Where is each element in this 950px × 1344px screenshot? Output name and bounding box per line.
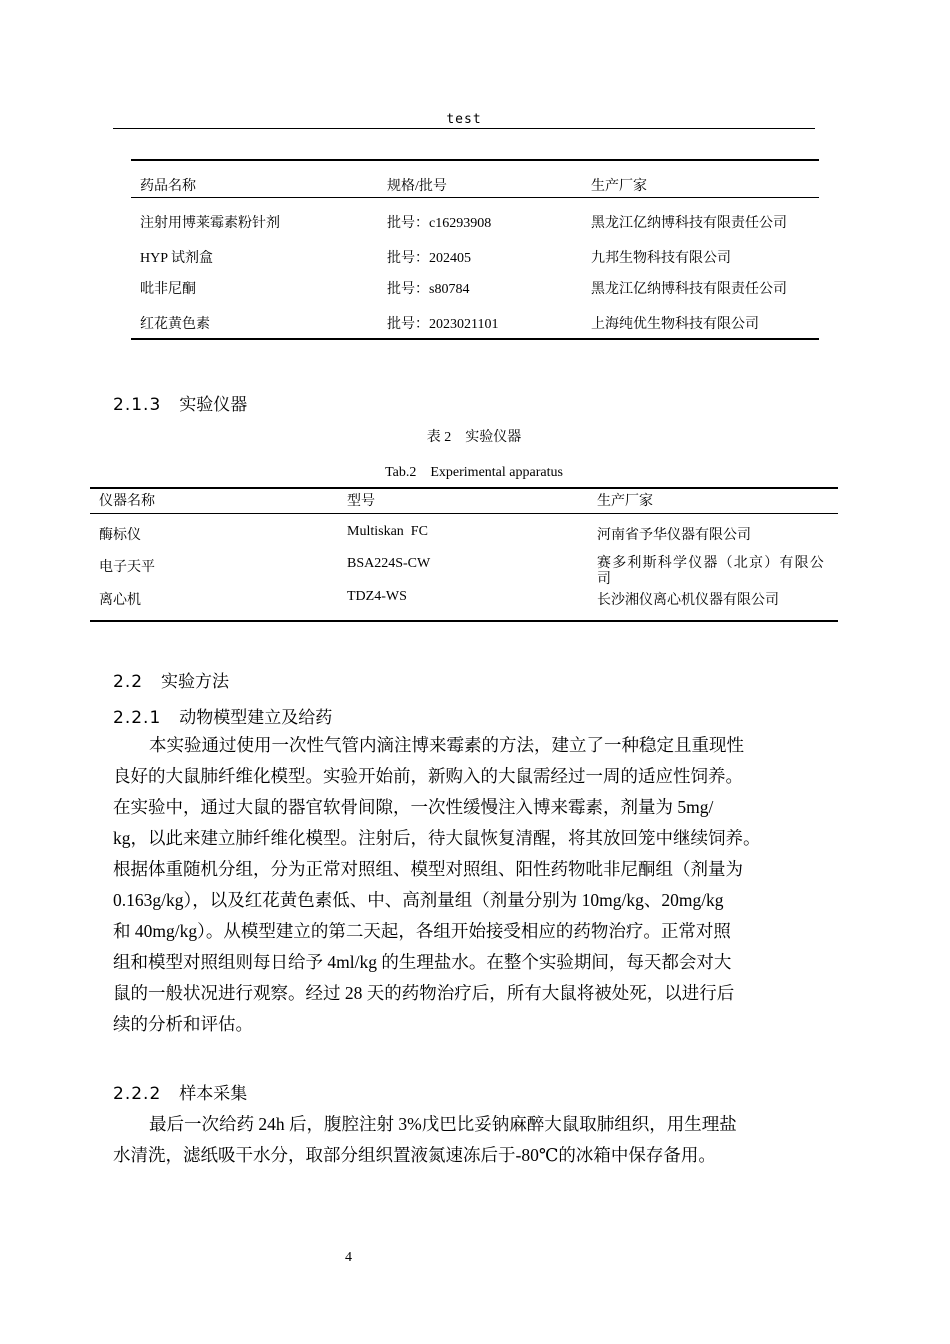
table-caption-cn: 表 2 实验仪器 [426,430,522,445]
table-cell: HYP 试剂盒 [140,251,213,266]
paragraph-line: 良好的大鼠肺纤维化模型。实验开始前，新购入的大鼠需经过一周的适应性饲养。 [113,766,743,786]
paragraph-line: 和 40mg/kg）。从模型建立的第二天起，各组开始接受相应的药物治疗。正常对照 [113,921,731,941]
table-cell: 河南省予华仪器有限公司 [597,528,751,543]
table-cell: 注射用博莱霉素粉针剂 [140,216,280,231]
section-title: 实验方法 [161,672,230,692]
table-cell: 赛多利斯科学仪器（北京）有限公司 [597,556,825,587]
section-number: 2.2.1 [113,708,162,728]
table-header-cell: 生产厂家 [597,494,653,509]
table-cell: 吡非尼酮 [140,282,196,297]
table-top-rule [90,487,838,489]
table-cell: 九邦生物科技有限公司 [591,251,731,266]
table-header-cell: 仪器名称 [99,494,155,509]
paragraph-line: 本实验通过使用一次性气管内滴注博来霉素的方法，建立了一种稳定且重现性 [149,735,744,755]
section-number: 2.2.2 [113,1084,162,1104]
paragraph-animal-model [113,730,825,1040]
table-header-cell: 生产厂家 [591,179,647,194]
table-cell: Multiskan FC [347,524,428,539]
table-cell: 上海纯优生物科技有限公司 [591,317,759,332]
header-rule [113,128,815,129]
table-cell: TDZ4-WS [347,589,407,604]
section-heading-2-1-3 [113,390,247,415]
section-heading-2-2-1 [113,703,332,728]
paragraph-line: kg，以此来建立肺纤维化模型。注射后，待大鼠恢复清醒，将其放回笼中继续饲养。 [113,828,761,848]
section-title: 动物模型建立及给药 [179,708,333,728]
table-cell: 批号：c16293908 [387,216,492,231]
table-top-rule [131,159,819,161]
table-cell: 黑龙江亿纳博科技有限责任公司 [591,216,787,231]
paragraph-line: 0.163g/kg），以及红花黄色素低、中、高剂量组（剂量分别为 10mg/kg、20mg/kg [113,890,724,910]
table-header-cell: 药品名称 [140,179,196,194]
table-header-cell: 规格/批号 [387,179,447,194]
page-number: 4 [345,1250,352,1265]
section-number: 2.2 [113,672,144,692]
table-cell: BSA224S-CW [347,556,431,571]
table-caption-en: Tab.2 Experimental apparatus [385,465,563,480]
table-bottom-rule [131,338,819,340]
table-header-rule [131,197,819,198]
table-header-rule [90,513,838,514]
section-heading-2-2-2 [113,1079,247,1104]
table-cell: 红花黄色素 [140,317,210,332]
table-cell: 酶标仪 [99,528,141,543]
page-header: test [446,112,482,127]
section-heading-2-2 [113,667,229,692]
paragraph-line: 在实验中，通过大鼠的器官软骨间隙，一次性缓慢注入博来霉素，剂量为 5mg/ [113,797,714,817]
paragraph-line: 续的分析和评估。 [113,1014,253,1034]
table-bottom-rule [90,620,838,622]
paragraph-line: 水清洗，滤纸吸干水分，取部分组织置液氮速冻后于-80℃的冰箱中保存备用。 [113,1145,716,1165]
table-cell: 长沙湘仪离心机仪器有限公司 [597,593,779,608]
table-cell: 批号：202405 [387,251,471,266]
paragraph-line: 根据体重随机分组，分为正常对照组、模型对照组、阳性药物吡非尼酮组（剂量为 [113,859,743,879]
section-title: 样本采集 [179,1084,248,1104]
table-header-cell: 型号 [347,494,375,509]
paragraph-line: 鼠的一般状况进行观察。经过 28 天的药物治疗后，所有大鼠将被处死，以进行后 [113,983,735,1003]
table-cell: 离心机 [99,593,141,608]
paragraph-sample-collection [113,1109,825,1171]
section-number: 2.1.3 [113,395,162,415]
table-cell: 批号：s80784 [387,282,470,297]
table-cell: 批号：2023021101 [387,317,499,332]
section-title: 实验仪器 [179,395,248,415]
paragraph-line: 最后一次给药 24h 后，腹腔注射 3%戊巴比妥钠麻醉大鼠取肺组织，用生理盐 [149,1114,737,1134]
table-cell: 电子天平 [99,560,155,575]
table-cell: 黑龙江亿纳博科技有限责任公司 [591,282,787,297]
paragraph-line: 组和模型对照组则每日给予 4ml/kg 的生理盐水。在整个实验期间，每天都会对大 [113,952,732,972]
